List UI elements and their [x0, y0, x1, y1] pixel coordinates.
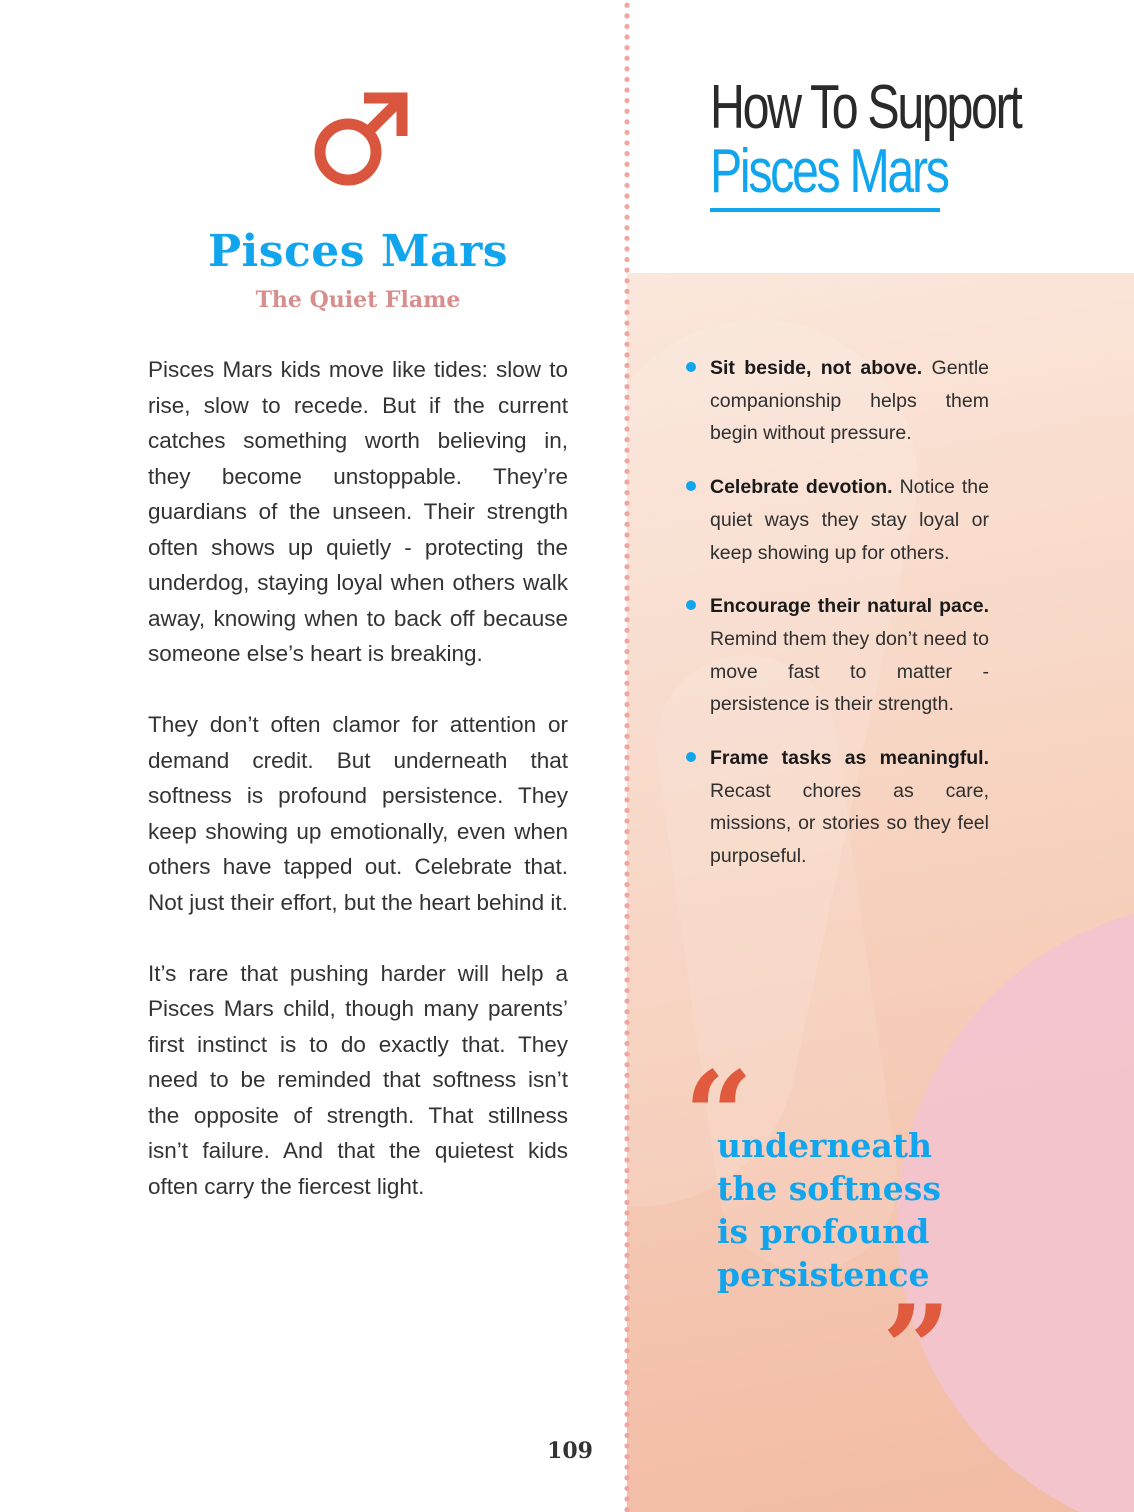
body-paragraph: It’s rare that pushing harder will help a Pisces Mars child, though many parents’ first instinct is to do exactly that. They need to be reminded that softness isn’t the opposite of strength. That stillness isn’t failure. And that the quietest kids often carry the fiercest light. — [148, 960, 568, 1199]
bullet-icon — [686, 481, 696, 491]
mars-symbol-icon — [302, 88, 412, 198]
close-quote-icon: ” — [882, 1279, 952, 1420]
support-heading-line1: How To Support — [710, 73, 1021, 142]
heading-underline — [710, 208, 940, 212]
pull-quote-line: the softness — [717, 1169, 941, 1208]
bullet-icon — [686, 600, 696, 610]
tip-item — [686, 742, 989, 873]
support-heading — [710, 73, 1022, 206]
tip-body: Gentle companionship helps them begin without pressure. — [710, 357, 989, 445]
tips-list — [686, 352, 989, 894]
tip-text — [710, 590, 989, 721]
body-text — [148, 352, 568, 1240]
tip-lead: Encourage their natural pace. — [710, 595, 989, 618]
bullet-icon — [686, 362, 696, 372]
page-title: Pisces Mars — [207, 226, 509, 277]
tip-body: Recast chores as care, missions, or stories so they feel purposeful. — [710, 779, 989, 868]
tip-lead: Sit beside, not above. — [710, 357, 923, 379]
body-paragraph: Pisces Mars kids move like tides: slow to rise, slow to recede. But if the current catches something worth believing in, they become unstoppable. They’re guardians of the unseen. Their strength often shows up quietly - protecting the underdog, staying loyal when others walk away, knowing when to back off because someone else’s heart is breaking. — [148, 357, 568, 666]
tip-item — [686, 590, 989, 721]
pull-quote-line: underneath — [717, 1126, 933, 1165]
tip-body: Notice the quiet ways they stay loyal or keep showing up for others. — [710, 476, 989, 564]
pull-quote-line: persistence — [717, 1255, 930, 1294]
tip-text — [710, 471, 989, 569]
tip-lead: Frame tasks as meaningful. — [710, 747, 989, 770]
tip-lead: Celebrate devotion. — [710, 476, 893, 499]
pull-quote — [717, 1124, 957, 1296]
open-quote-icon: “ — [684, 1045, 754, 1186]
tip-body: Remind them they don’t need to move fast to matter - persistence is their strength. — [710, 627, 989, 716]
body-paragraph: They don’t often clamor for attention or demand credit. But underneath that softness is profound persistence. They keep showing up emotionally, even when others have tapped out. Celebrate that. Not just their effort, but the heart behind it. — [148, 712, 568, 915]
page-number: 109 — [547, 1438, 593, 1464]
page-subtitle: The Quiet Flame — [255, 287, 461, 313]
tip-text — [710, 742, 989, 873]
tip-text — [710, 352, 989, 450]
tip-item — [686, 352, 989, 450]
tip-item — [686, 471, 989, 569]
pull-quote-line: is profound — [717, 1212, 930, 1251]
dotted-divider — [622, 0, 632, 1512]
support-heading-line2: Pisces Mars — [710, 137, 948, 206]
bullet-icon — [686, 752, 696, 762]
